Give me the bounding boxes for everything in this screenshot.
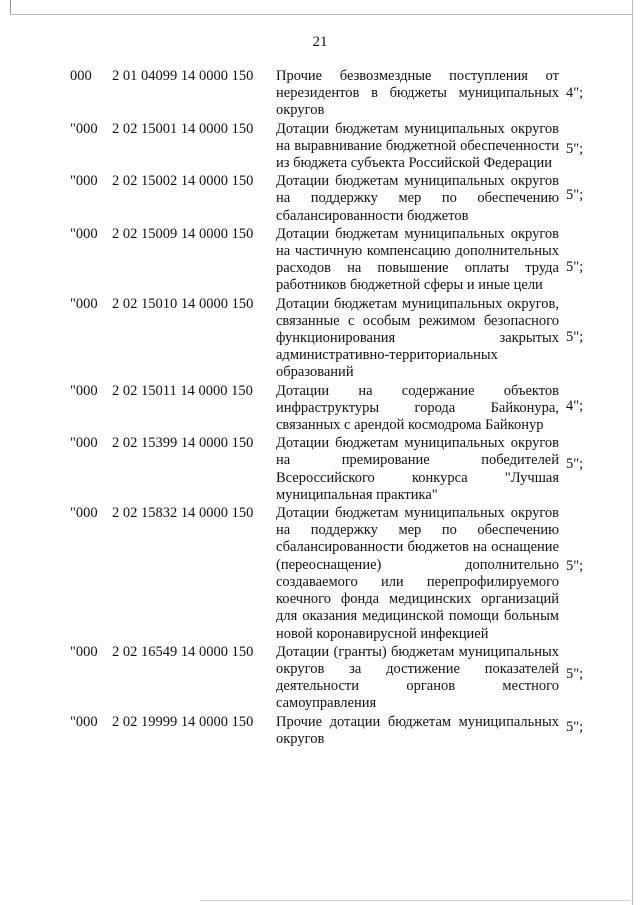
row-level: 5"; — [566, 140, 584, 157]
budget-classification-code: 2 02 19999 14 0000 150 — [112, 713, 254, 730]
table-row — [0, 383, 640, 435]
admin-code: "000 — [70, 435, 98, 452]
row-level: 4"; — [566, 397, 584, 414]
row-description: Дотации бюджетам муниципальных округов на премирование победителей Всероссийского конкурса "Лучшая муниципальная практика" — [276, 435, 559, 503]
admin-code: "000 — [70, 382, 98, 399]
row-level: 4"; — [566, 85, 584, 101]
row-description: Дотации бюджетам муниципальных округов на частичную компенсацию дополнительных расходов на повышение оплаты труда работников бюджетной сферы и иные цели — [276, 225, 559, 294]
row-description: Дотации бюджетам муниципальных округов на поддержку мер по обеспечению сбалансированности бюджетов — [276, 173, 559, 224]
scan-frame-bottom-edge — [200, 900, 630, 901]
admin-code: "000 — [70, 643, 98, 660]
budget-classification-code: 2 02 15399 14 0000 150 — [112, 435, 254, 452]
row-level: 5"; — [566, 187, 584, 204]
row-level: 5"; — [566, 258, 584, 275]
row-description: Дотации на содержание объектов инфраструктуры города Байконура, связанных с арендой космодрома Байконур — [276, 382, 559, 434]
admin-code: "000 — [70, 173, 98, 190]
table-row — [0, 505, 640, 643]
row-description: Дотации бюджетам муниципальных округов на поддержку мер по обеспечению сбалансированности бюджетов на оснащение (переоснащение) дополнительно создаваемого или перепрофилируемого коечного фонда медицинских организаций для оказания медицинской помощи больным новой коронавирусной инфекцией — [276, 505, 559, 642]
row-description: Прочие дотации бюджетам муниципальных округов — [276, 713, 559, 747]
budget-classification-code: 2 02 16549 14 0000 150 — [112, 643, 254, 660]
budget-classification-code: 2 02 15832 14 0000 150 — [112, 505, 254, 522]
table-row — [0, 121, 640, 173]
admin-code: 000 — [70, 68, 92, 84]
row-level: 5"; — [566, 665, 584, 682]
admin-code: "000 — [70, 505, 98, 522]
table-row — [0, 435, 640, 504]
table-row — [0, 68, 640, 120]
row-description: Дотации бюджетам муниципальных округов, связанные с особым режимом безопасного функционирования закрытых административно-территориальных образований — [276, 295, 559, 381]
budget-classification-code: 2 02 15002 14 0000 150 — [112, 173, 254, 190]
admin-code: "000 — [70, 713, 98, 730]
table-row — [0, 173, 640, 225]
table-row — [0, 644, 640, 713]
budget-classification-code: 2 02 15010 14 0000 150 — [112, 295, 254, 312]
budget-classification-code: 2 02 15009 14 0000 150 — [112, 225, 254, 242]
budget-classification-code: 2 02 15001 14 0000 150 — [112, 120, 254, 137]
page-number: 21 — [312, 34, 328, 50]
row-description: Дотации бюджетам муниципальных округов на выравнивание бюджетной обеспеченности из бюджета субъекта Российской Федерации — [276, 120, 559, 172]
row-level: 5"; — [566, 456, 584, 473]
admin-code: "000 — [70, 295, 98, 312]
row-level: 5"; — [566, 718, 584, 735]
table-row — [0, 296, 640, 382]
budget-classification-code: 2 01 04099 14 0000 150 — [112, 68, 254, 84]
row-description: Дотации (гранты) бюджетам муниципальных округов за достижение показателей деятельности органов местного самоуправления — [276, 643, 559, 712]
table-row — [0, 226, 640, 295]
scan-frame-top-edge — [10, 14, 632, 15]
table-row — [0, 714, 640, 748]
row-level: 5"; — [566, 328, 584, 345]
row-level: 5"; — [566, 558, 584, 575]
admin-code: "000 — [70, 120, 98, 137]
budget-classification-code: 2 02 15011 14 0000 150 — [112, 382, 253, 399]
admin-code: "000 — [70, 225, 98, 242]
row-description: Прочие безвозмездные поступления от нерезидентов в бюджеты муниципальных округов — [276, 68, 559, 119]
budget-code-table — [0, 68, 640, 748]
scan-frame-left-edge — [10, 0, 11, 14]
